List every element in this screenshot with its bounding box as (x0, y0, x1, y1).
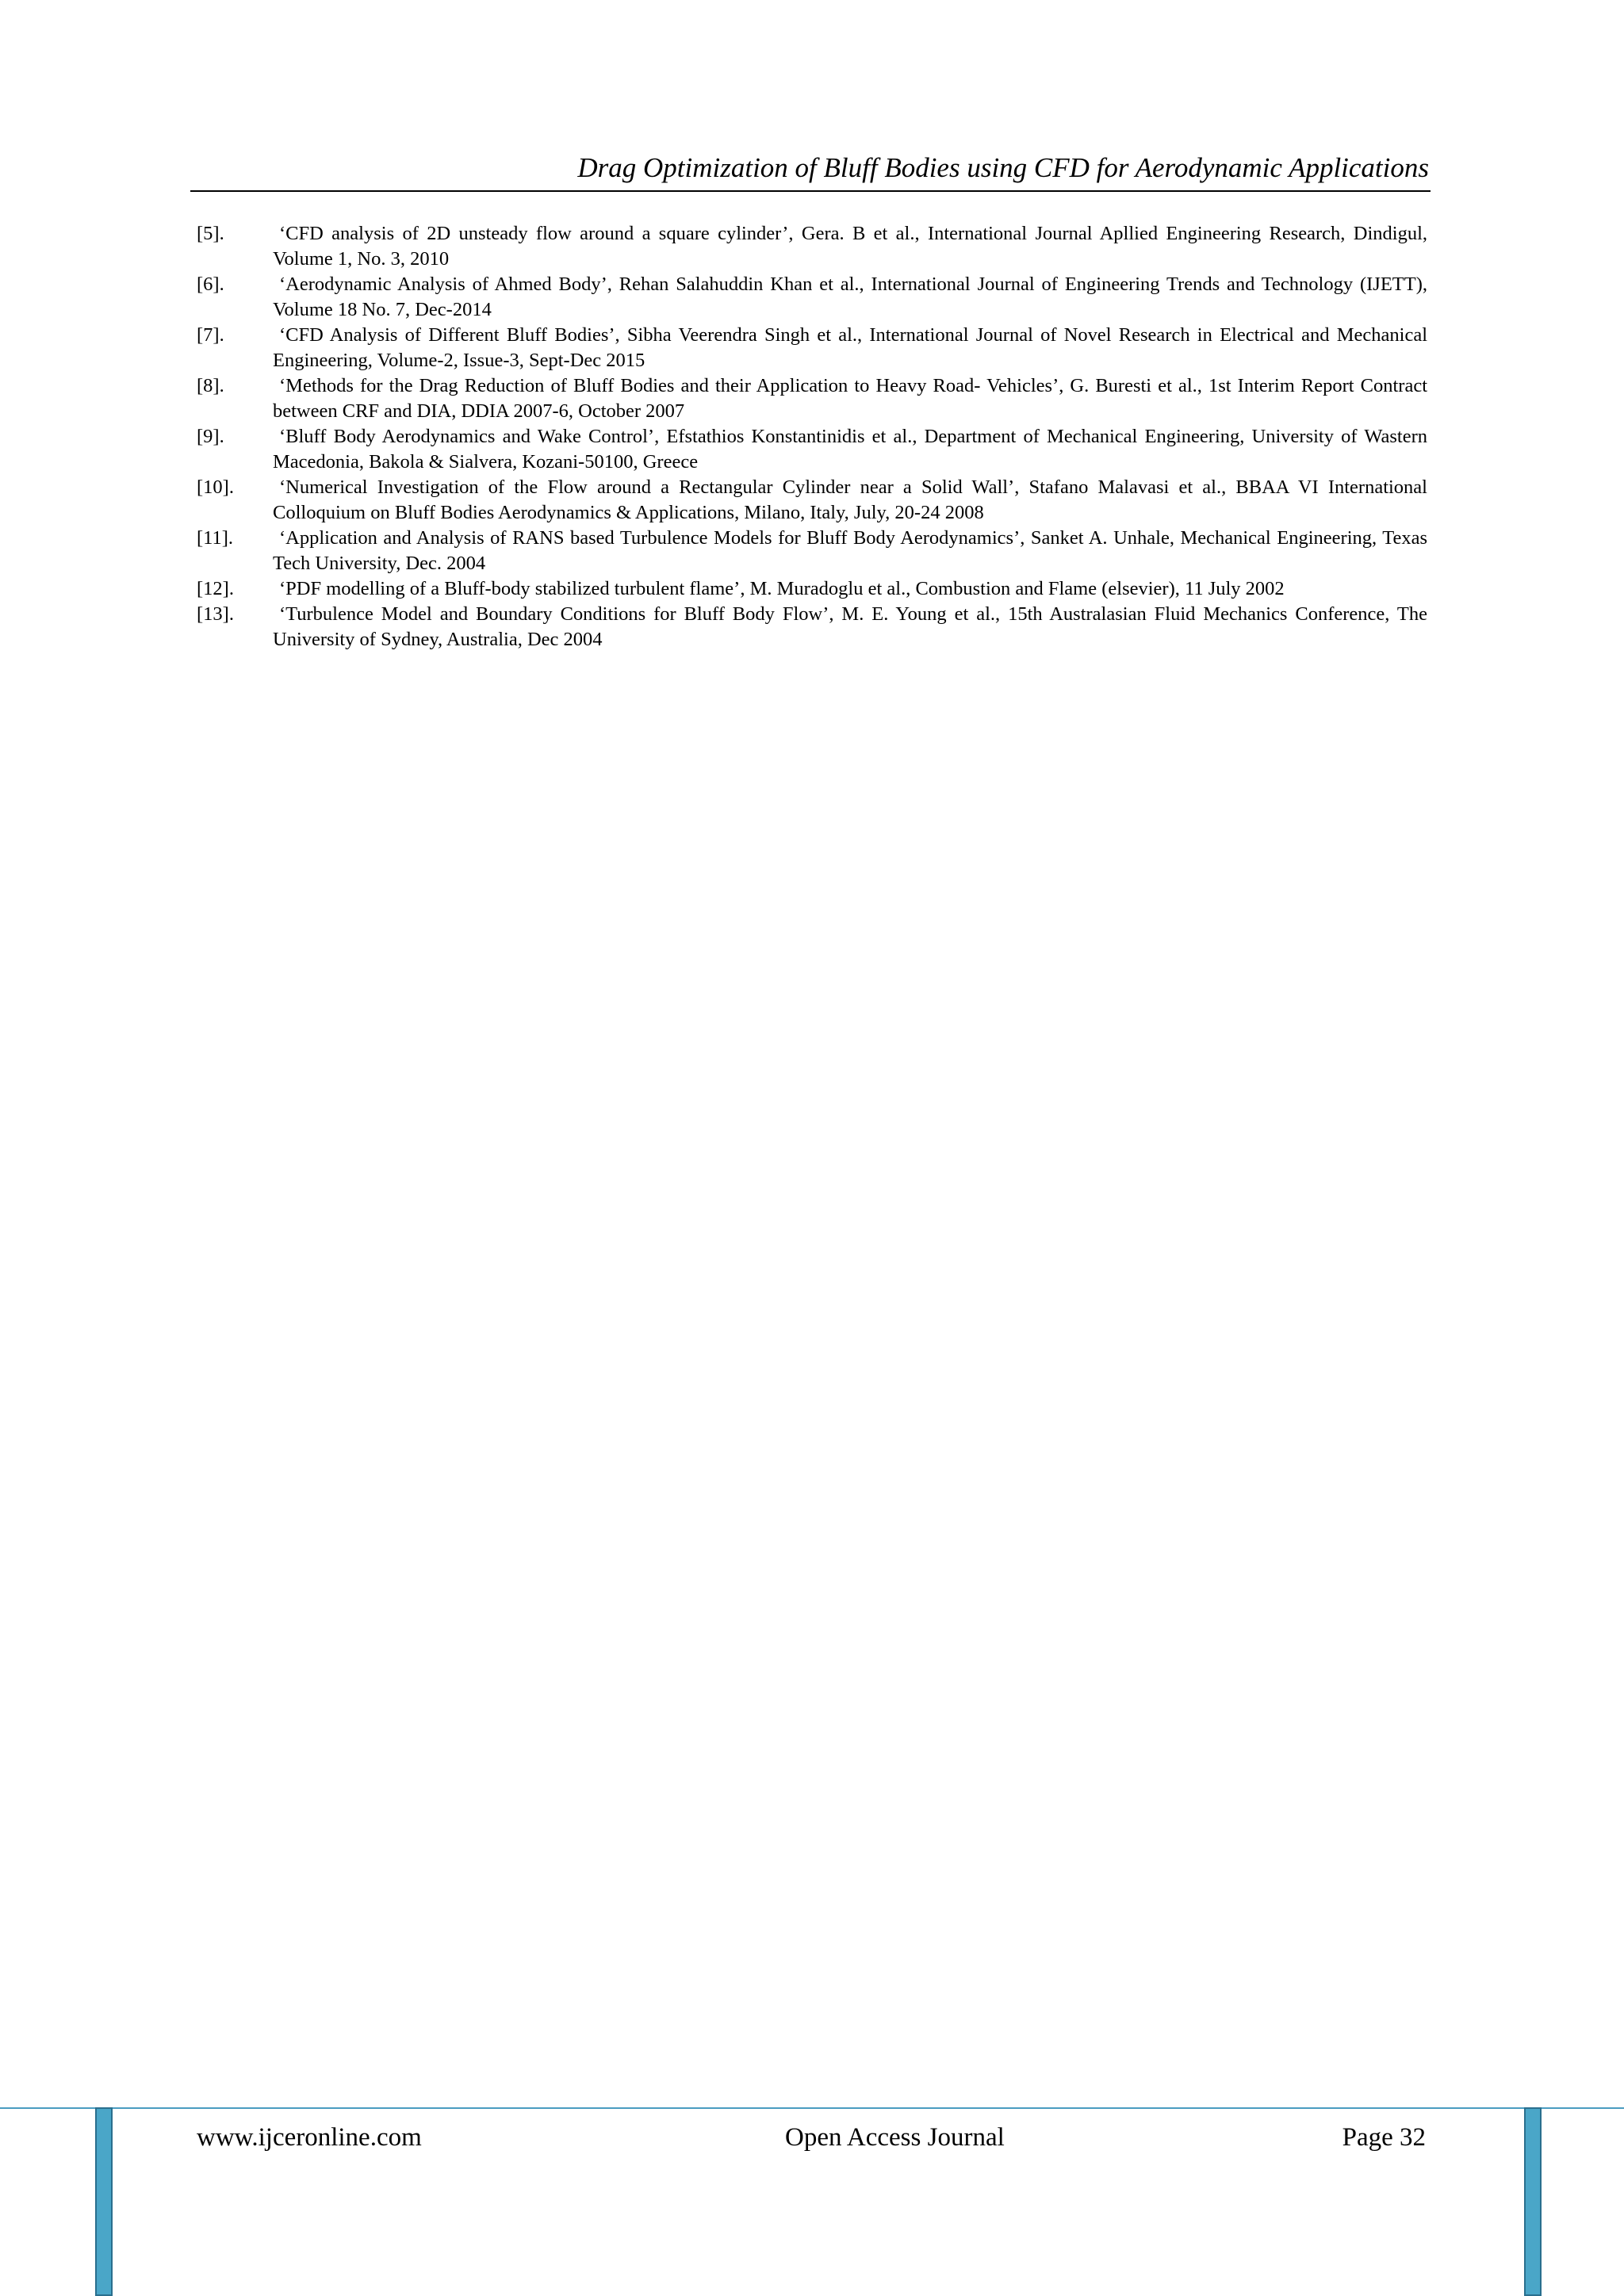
reference-number: [10]. (197, 476, 234, 498)
reference-text: ‘Application and Analysis of RANS based Turbulence Models for Bluff Body Aerodynamics’, Sanket A. Unhale, Mechanical Engineering, Texas Tech University, Dec. 2004 (273, 527, 1427, 574)
header-rule (190, 190, 1431, 192)
reference-item (197, 526, 1427, 576)
reference-number: [9]. (197, 426, 224, 447)
reference-text: ‘PDF modelling of a Bluff-body stabilized turbulent flame’, M. Muradoglu et al., Combustion and Flame (elsevier), 11 July 2002 (279, 578, 1285, 599)
reference-number: [8]. (197, 375, 224, 396)
reference-item (197, 272, 1427, 323)
reference-number: [12]. (197, 578, 234, 599)
reference-number: [6]. (197, 274, 224, 295)
reference-item (197, 221, 1427, 272)
footer-right-bar (1524, 2107, 1542, 2296)
reference-text: ‘Methods for the Drag Reduction of Bluff Bodies and their Application to Heavy Road- Vehicles’, G. Buresti et al., 1st Interim Report Contract between CRF and DIA, DDIA 2007-6, October 2007 (273, 375, 1427, 422)
reference-text: ‘CFD Analysis of Different Bluff Bodies’, Sibha Veerendra Singh et al., International Journal of Novel Research in Electrical and Mechanical Engineering, Volume-2, Issue-3, Sept-Dec 2015 (273, 324, 1427, 371)
reference-number: [11]. (197, 527, 234, 549)
reference-text: ‘Numerical Investigation of the Flow around a Rectangular Cylinder near a Solid Wall’, Stafano Malavasi et al., BBAA VI International Colloquium on Bluff Bodies Aerodynamics & Applications, Milano, Italy, July, 20-24 2008 (273, 476, 1427, 523)
reference-text: ‘Aerodynamic Analysis of Ahmed Body’, Rehan Salahuddin Khan et al., International Journal of Engineering Trends and Technology (IJETT), Volume 18 No. 7, Dec-2014 (273, 274, 1427, 320)
reference-text: ‘Turbulence Model and Boundary Conditions for Bluff Body Flow’, M. E. Young et al., 15th Australasian Fluid Mechanics Conference, The University of Sydney, Australia, Dec 2004 (273, 603, 1427, 650)
reference-item (197, 602, 1427, 652)
reference-number: [13]. (197, 603, 234, 625)
reference-item (197, 424, 1427, 475)
reference-item (197, 373, 1427, 424)
footer-journal-label: Open Access Journal (785, 2123, 1005, 2152)
running-header-title: Drag Optimization of Bluff Bodies using CFD for Aerodynamic Applications (577, 152, 1429, 183)
reference-item (197, 323, 1427, 373)
footer-rule (0, 2107, 1624, 2109)
reference-number: [5]. (197, 223, 224, 244)
reference-item (197, 576, 1427, 602)
footer-left-bar (95, 2107, 113, 2296)
footer-website: www.ijceronline.com (197, 2123, 422, 2152)
reference-list (197, 221, 1427, 652)
footer-page-number: Page 32 (1342, 2123, 1426, 2152)
reference-text: ‘CFD analysis of 2D unsteady flow around a square cylinder’, Gera. B et al., International Journal Apllied Engineering Research, Dindigul, Volume 1, No. 3, 2010 (273, 223, 1427, 270)
reference-item (197, 475, 1427, 526)
reference-number: [7]. (197, 324, 224, 346)
reference-text: ‘Bluff Body Aerodynamics and Wake Control’, Efstathios Konstantinidis et al., Department of Mechanical Engineering, University of Wastern Macedonia, Bakola & Sialvera, Kozani-50100, Greece (273, 426, 1427, 473)
